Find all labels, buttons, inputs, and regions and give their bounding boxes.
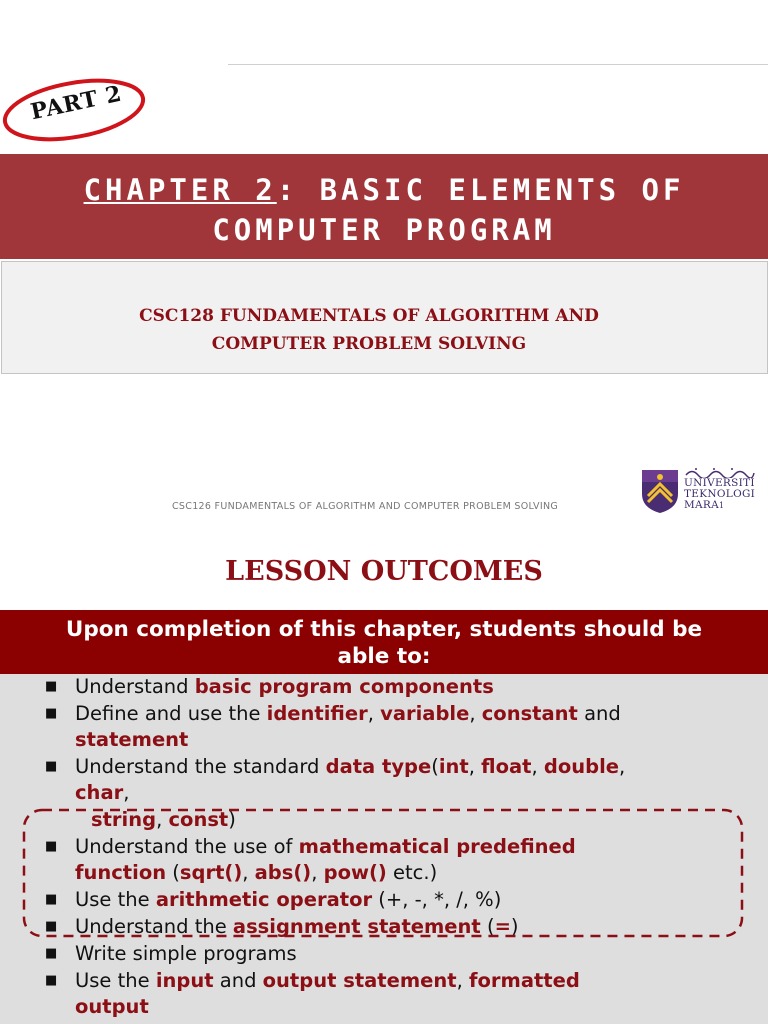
slide-footer: CSC126 FUNDAMENTALS OF ALGORITHM AND COMPUTER PROBLEM SOLVING: [172, 501, 559, 512]
dashed-highlight-box: [22, 808, 744, 938]
item-text: (: [166, 861, 180, 884]
list-item-continuation: [75, 780, 129, 806]
item-text: (: [480, 915, 495, 938]
item-text: and: [213, 969, 263, 992]
item-keyword: output: [75, 995, 149, 1018]
lesson-outcomes-slide: [0, 540, 768, 1024]
item-keyword: sqrt(): [179, 861, 243, 884]
uitm-wordmark: [684, 478, 755, 511]
chapter-title-rest: : BASIC ELEMENTS OF: [276, 173, 685, 207]
item-text: ,: [242, 861, 255, 884]
square-bullet-icon: ■: [45, 973, 58, 988]
item-keyword: pow(): [323, 861, 387, 884]
item-keyword: input: [155, 969, 214, 992]
item-text: Use the: [75, 969, 156, 992]
item-keyword: assignment statement: [232, 915, 481, 938]
item-keyword: abs(): [254, 861, 312, 884]
item-text: ,: [367, 702, 381, 725]
item-text: Understand: [75, 675, 195, 698]
item-keyword: formatted: [469, 969, 580, 992]
square-bullet-icon: ■: [45, 706, 58, 721]
uitm-line3: [684, 500, 755, 511]
chapter-number: CHAPTER 2: [83, 173, 277, 207]
part-label: PART 2: [28, 80, 124, 126]
item-text: Use the: [75, 888, 156, 911]
list-item: [45, 701, 621, 727]
item-text: ,: [531, 755, 544, 778]
item-keyword: double: [543, 755, 619, 778]
square-bullet-icon: ■: [45, 759, 58, 774]
list-item: [45, 968, 580, 994]
item-text: and: [577, 702, 621, 725]
item-keyword: char: [75, 781, 124, 804]
course-subtitle: [2, 302, 736, 358]
item-text: Understand the standard: [75, 755, 326, 778]
uitm-shield-icon: [640, 468, 680, 514]
item-keyword: data type: [325, 755, 432, 778]
list-item: [45, 674, 494, 700]
item-keyword: identifier: [266, 702, 368, 725]
uitm-line1: UNIVERSITI: [684, 477, 755, 489]
chapter-title-line1: [0, 170, 768, 210]
item-text: (: [431, 755, 439, 778]
item-keyword: string: [91, 808, 157, 831]
uitm-mara: MARA: [684, 499, 720, 511]
page-number: 1: [719, 501, 725, 510]
intro-line1: Upon completion of this chapter, students should be: [65, 617, 703, 642]
item-keyword: function: [75, 861, 167, 884]
square-bullet-icon: ■: [45, 839, 58, 854]
course-subtitle-box: [1, 261, 768, 374]
item-text: ,: [156, 808, 169, 831]
item-text: Write simple programs: [75, 942, 297, 965]
uitm-line2: TEKNOLOGI: [684, 488, 756, 500]
item-text: Understand the: [75, 915, 233, 938]
item-text: ,: [618, 755, 626, 778]
item-keyword: =: [494, 915, 511, 938]
uitm-logo: [640, 466, 760, 516]
item-keyword: int: [438, 755, 469, 778]
chapter-title-line2: COMPUTER PROGRAM: [212, 213, 556, 247]
top-divider: [228, 64, 768, 65]
list-item-continuation: [75, 994, 149, 1020]
item-text: Understand the use of: [75, 835, 299, 858]
intro-line2: able to:: [337, 644, 431, 669]
item-keyword: mathematical predefined: [298, 835, 576, 858]
item-keyword: variable: [380, 702, 470, 725]
course-subtitle-line1: CSC128 FUNDAMENTALS OF ALGORITHM AND: [139, 306, 599, 326]
item-keyword: constant: [481, 702, 578, 725]
item-text: (+, -, *, /, %): [372, 888, 502, 911]
item-text: Define and use the: [75, 702, 267, 725]
square-bullet-icon: ■: [45, 679, 58, 694]
square-bullet-icon: ■: [45, 919, 58, 934]
list-item: [45, 754, 626, 780]
item-keyword: const: [168, 808, 229, 831]
chapter-title-band: [0, 154, 768, 259]
item-text: ,: [468, 755, 482, 778]
item-keyword: statement: [75, 728, 189, 751]
intro-band: [0, 610, 768, 674]
item-keyword: basic program components: [194, 675, 494, 698]
item-keyword: arithmetic operator: [155, 888, 373, 911]
item-text: ): [510, 915, 519, 938]
item-text: ,: [469, 702, 482, 725]
item-keyword: float: [481, 755, 532, 778]
course-subtitle-line2: COMPUTER PROBLEM SOLVING: [211, 334, 527, 354]
list-item: [45, 941, 297, 967]
item-text: ,: [456, 969, 469, 992]
item-text: ,: [311, 861, 324, 884]
part-badge: [0, 76, 150, 144]
square-bullet-icon: ■: [45, 946, 58, 961]
item-text: ): [228, 808, 236, 831]
item-text: ,: [123, 781, 130, 804]
square-bullet-icon: ■: [45, 892, 58, 907]
item-text: etc.): [386, 861, 438, 884]
list-item-continuation: [75, 727, 188, 753]
lesson-outcomes-heading: LESSON OUTCOMES: [225, 556, 543, 587]
item-keyword: output statement: [262, 969, 457, 992]
